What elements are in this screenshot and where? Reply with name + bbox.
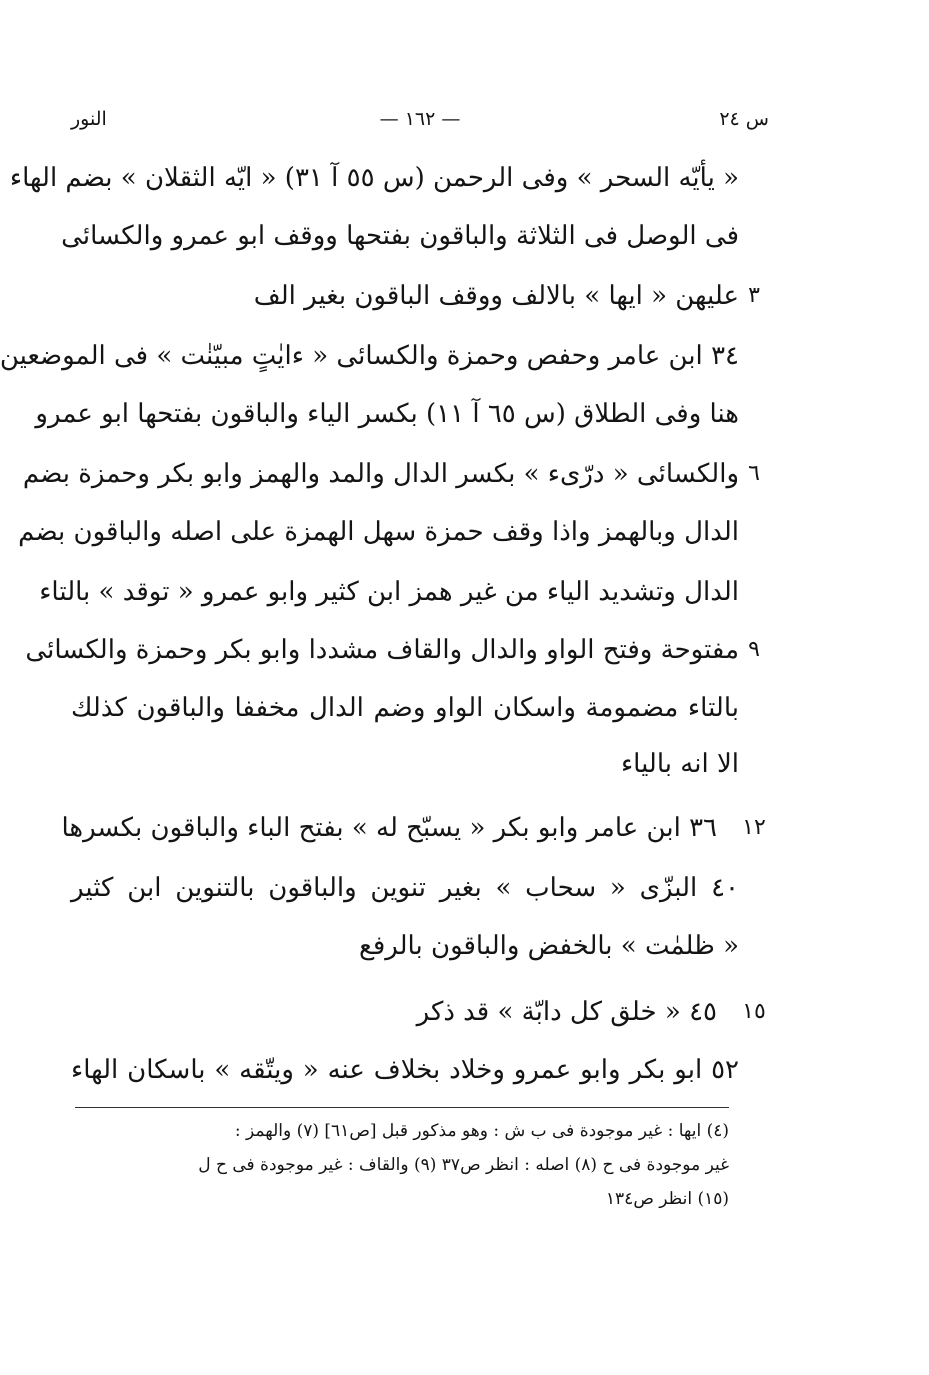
body-line: والكسائى « درّىء » بكسر الدال والمد والهمز وابو بكر وحمزة بضم [22,459,739,489]
footnote-divider [75,1107,729,1108]
body-line: الا انه بالياء [620,749,739,779]
body-line: « يأيّه السحر » وفى الرحمن (س ٥٥ آ ٣١) « ايّه الثقلان » بضم الهاء [9,163,739,193]
body-line: مفتوحة وفتح الواو والدال والقاف مشددا وابو بكر وحمزة والكسائى [25,635,739,665]
margin-verse-number: ٦ [748,461,760,486]
footnote-line: (١٥) انظر ص١٣٤ [605,1189,729,1209]
margin-verse-number: ١٢ [742,815,766,840]
margin-verse-number: ٩ [748,637,760,662]
footnote-line: (٤) ايها : غير موجودة فى ب ش : وهو مذكور قبل [ص٦١] (٧) والهمز : [234,1121,729,1141]
footnote-line: غير موجودة فى ح (٨) اصله : انظر ص٣٧ (٩) والقاف : غير موجودة فى ح ل [198,1155,729,1175]
body-line: هنا وفى الطلاق (س ٦٥ آ ١١) بكسر الياء والباقون بفتحها ابو عمرو [35,399,739,429]
page-number: — ١٦٢ — [379,108,461,130]
margin-verse-number: ١٥ [742,999,766,1024]
body-line: ٣٦ ابن عامر وابو بكر « يسبّح له » بفتح الباء والباقون بكسرها [61,813,717,843]
body-line: الدال وتشديد الياء من غير همز ابن كثير وابو عمرو « توقد » بالتاء [39,577,739,607]
body-line: بالتاء مضمومة واسكان الواو وضم الدال مخففا والباقون كذلك [71,693,739,723]
page-header [71,108,769,144]
body-line: ٣٤ ابن عامر وحفص وحمزة والكسائى « ءايٰتٍ مبيّنٰت » فى الموضعين [0,341,739,371]
body-line: ٥٢ ابو بكر وابو عمرو وخلاد بخلاف عنه « ويتّقه » باسكان الهاء [71,1055,739,1085]
surah-reference: س ٢٤ [719,108,769,130]
body-line: الدال وبالهمز واذا وقف حمزة سهل الهمزة على اصله والباقون بضم [18,517,739,547]
body-line: فى الوصل فى الثلاثة والباقون بفتحها ووقف ابو عمرو والكسائى [61,221,739,251]
surah-name: النور [71,108,107,130]
body-line: ٤٠ البزّى « سحاب » بغير تنوين والباقون بالتنوين ابن كثير [71,873,739,903]
body-line: « ظلمٰت » بالخفض والباقون بالرفع [359,931,739,961]
body-line: عليهن « ايها » بالالف ووقف الباقون بغير الف [253,281,739,311]
margin-verse-number: ٣ [748,283,760,308]
body-line: ٤٥ « خلق كل دابّة » قد ذكر [416,997,717,1027]
